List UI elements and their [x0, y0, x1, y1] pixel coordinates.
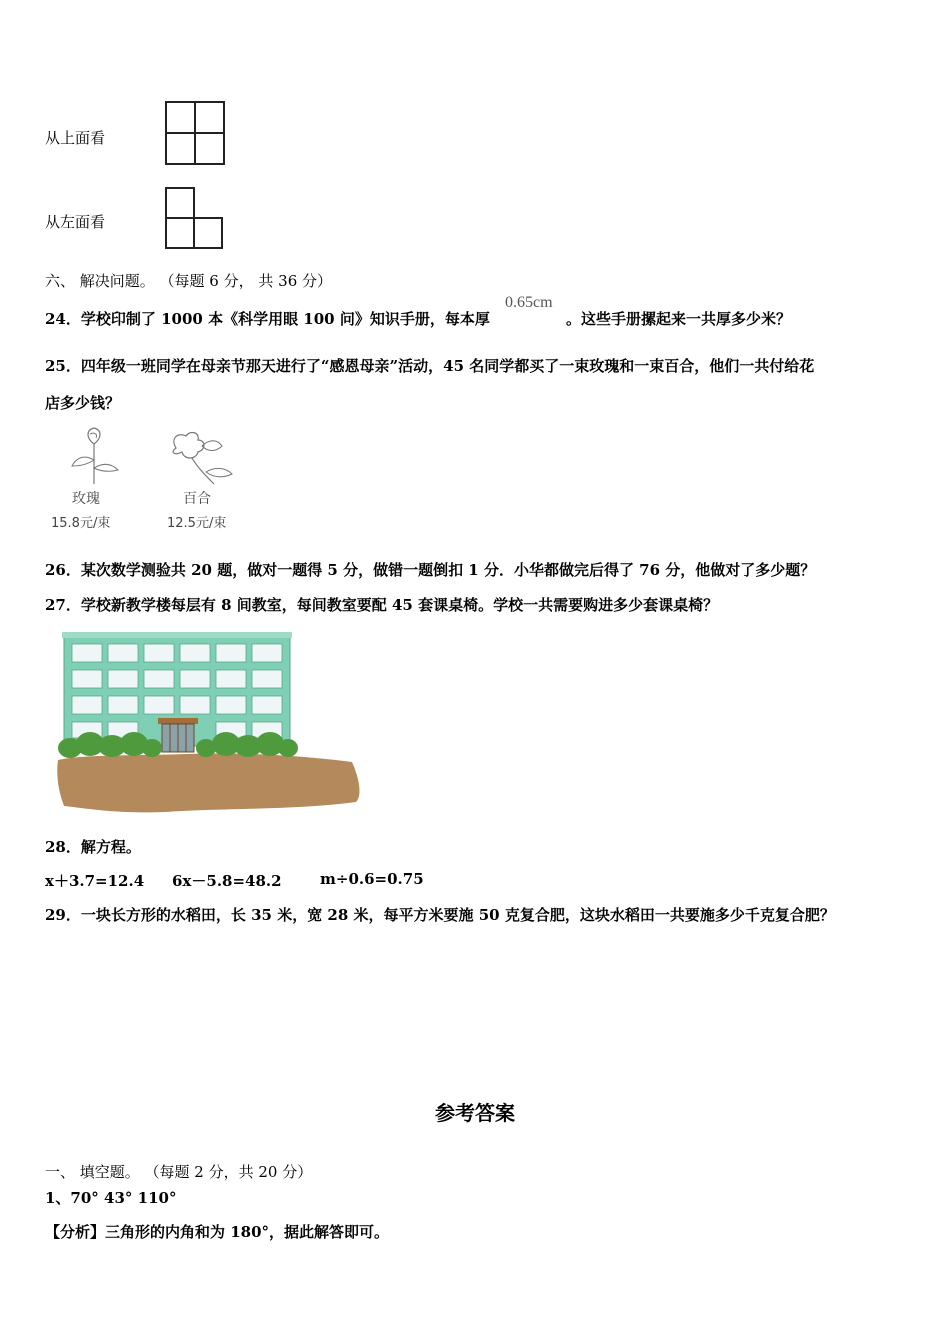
q28-eq3: m÷0.6=0.75 [320, 870, 424, 888]
lily-label: 百合 [183, 491, 211, 507]
left-view-label: 从左面看 [45, 213, 106, 231]
answers-section1: 一、 填空题。 （每题 2 分，共 20 分） [45, 1163, 313, 1181]
rose-icon [64, 424, 124, 486]
q24-text-a: 24．学校印制了 1000 本《科学用眼 100 问》知识手册，每本厚 [45, 310, 490, 328]
top-view-shape [164, 100, 228, 168]
q28-eq2: 6x－5.8=48.2 [172, 872, 282, 890]
lily-price: 12.5元/束 [167, 516, 227, 531]
q24-text-b: 。这些手册摞起来一共厚多少米？ [566, 310, 792, 328]
building-illustration [56, 630, 366, 820]
left-view-shape [164, 186, 226, 252]
rose-label: 玫瑰 [72, 491, 100, 507]
top-view-label: 从上面看 [45, 129, 106, 147]
q28-title: 28．解方程。 [45, 838, 141, 856]
answer-1-analysis: 【分析】三角形的内角和为 180°，据此解答即可。 [45, 1223, 390, 1241]
section6-title: 六、 解决问题。 （每题 6 分， 共 36 分） [45, 272, 333, 290]
q27-text: 27．学校新教学楼每层有 8 间教室，每间教室要配 45 套课桌椅。学校一共需要购进多少套课桌椅？ [45, 596, 719, 614]
q29-text: 29．一块长方形的水稻田，长 35 米，宽 28 米，每平方米要施 50 克复合肥，这块水稻田一共要施多少千克复合肥？ [45, 906, 835, 924]
q24-thickness: 0.65cm [505, 294, 553, 311]
q28-eq1: x＋3.7=12.4 [45, 872, 145, 890]
answer-1: 1、70° 43° 110° [45, 1189, 177, 1207]
q25-line2: 店多少钱？ [45, 394, 121, 412]
lily-icon [162, 428, 236, 486]
q25-line1: 25．四年级一班同学在母亲节那天进行了“感恩母亲”活动，45 名同学都买了一束玫瑰和一束百合，他们一共付给花 [45, 357, 815, 375]
answers-heading: 参考答案 [435, 1101, 515, 1125]
rose-price: 15.8元/束 [51, 516, 111, 531]
q26-text: 26．某次数学测验共 20 题，做对一题得 5 分，做错一题倒扣 1 分．小华都做完后得了 76 分，他做对了多少题？ [45, 561, 816, 579]
